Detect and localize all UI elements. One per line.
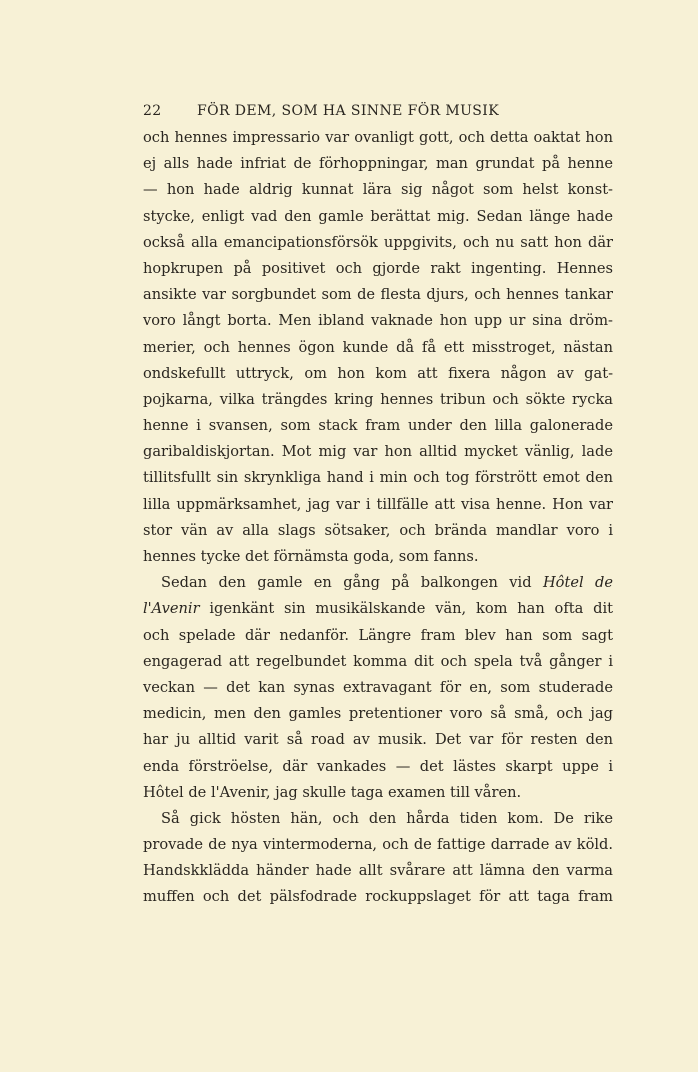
text-line-roman: Sedan den gamle en gång på balkongen vid: [161, 574, 543, 592]
text-line: — hon hade aldrig kunnat lära sig något som helst konst-: [143, 181, 613, 199]
text-line: Hôtel de l'Avenir, jag skulle taga examen till våren.: [143, 783, 522, 801]
text-line: medicin, men den gamles pretentioner voro så små, och jag: [143, 705, 613, 723]
text-line: ansikte var sorgbundet som de flesta djurs, och hennes tankar: [143, 286, 613, 304]
text-line: enda förströelse, där vankades — det lästes skarpt uppe i: [143, 757, 613, 775]
text-line: pojkarna, vilka trängdes kring hennes tribun och sökte rycka: [143, 390, 613, 408]
text-line: hennes tycke det förnämsta goda, som fanns.: [143, 548, 479, 565]
text-line: ej alls hade infriat de förhoppningar, man grundat på henne: [143, 155, 613, 173]
text-line-italic: Hôtel de: [542, 574, 613, 592]
text-line: voro långt borta. Men ibland vaknade hon upp ur sina dröm-: [143, 312, 613, 330]
running-title: FÖR DEM, SOM HA SINNE FÖR MUSIK: [197, 103, 500, 119]
text-line: provade de nya vintermoderna, och de fattige darrade av köld.: [143, 836, 613, 854]
text-line: henne i svansen, som stack fram under den lilla galonerade: [143, 417, 613, 435]
text-line: Så gick hösten hän, och den hårda tiden kom. De rike: [161, 809, 613, 827]
text-line: merier, och hennes ögon kunde då få ett misstroget, nästan: [143, 338, 613, 356]
body-text: [143, 125, 613, 911]
text-line: ondskefullt uttryck, om hon kom att fixera någon av gat-: [143, 364, 613, 382]
text-line: [143, 570, 613, 596]
text-line: och hennes impressario var ovanligt gott, och detta oaktat hon: [143, 129, 613, 146]
text-line: tillitsfullt sin skrynkliga hand i min och tog förstrött emot den: [143, 469, 613, 487]
text-line: också alla emancipationsförsök uppgivits, och nu satt hon där: [143, 233, 613, 251]
text-line: veckan — det kan synas extravagant för en, som studerade: [143, 678, 613, 696]
text-line: hopkrupen på positivet och gjorde rakt ingenting. Hennes: [143, 259, 613, 277]
text-line: stycke, enligt vad den gamle berättat mig. Sedan länge hade: [143, 207, 613, 225]
text-line: har ju alltid varit så road av musik. Det var för resten den: [143, 731, 613, 749]
text-line-italic: l'Avenir: [143, 600, 200, 618]
running-head: [143, 103, 613, 119]
text-line: Handskklädda händer hade allt svårare att lämna den varma: [143, 862, 613, 880]
text-line: garibaldiskjortan. Mot mig var hon alltid mycket vänlig, lade: [143, 443, 613, 461]
text-line-roman: igenkänt sin musikälskande vän, kom han ofta dit: [199, 600, 613, 618]
text-line: och spelade där nedanför. Längre fram blev han som sagt: [143, 626, 613, 644]
text-line: lilla uppmärksamhet, jag var i tillfälle att visa henne. Hon var: [143, 495, 613, 513]
text-line: [143, 596, 613, 622]
text-line: engagerad att regelbundet komma dit och spela två gånger i: [143, 652, 613, 670]
page-number: 22: [143, 103, 162, 119]
text-line: muffen och det pälsfodrade rockuppslaget för att taga fram: [143, 888, 613, 906]
text-line: stor vän av alla slags sötsaker, och brända mandlar voro i: [143, 521, 613, 539]
